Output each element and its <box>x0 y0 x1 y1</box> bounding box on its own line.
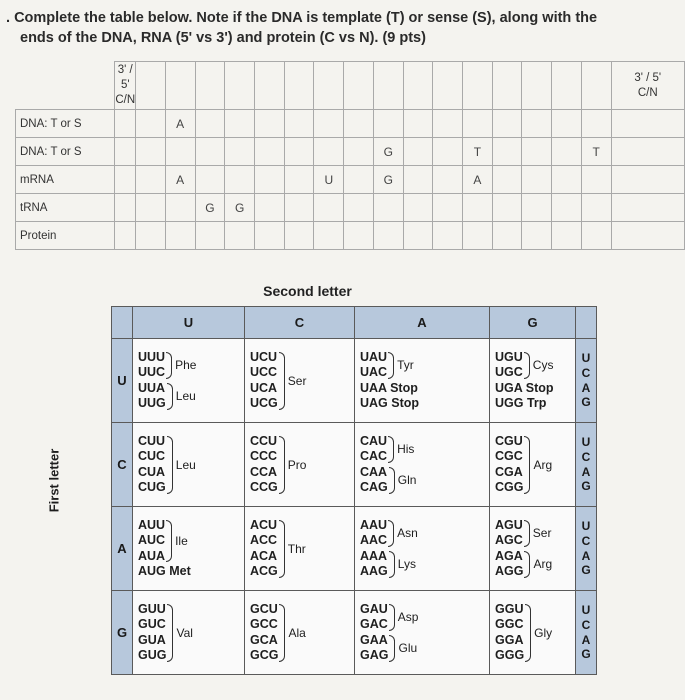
row-label: DNA: T or S <box>16 138 115 166</box>
answer-cell[interactable] <box>115 110 136 138</box>
row-dna-1 <box>16 110 685 138</box>
third-base-column: U C A G <box>576 339 597 423</box>
chart-corner <box>112 307 133 339</box>
first-base-header: C <box>112 423 133 507</box>
codon-block-AG: AGU AGC Ser AGA AGG Arg <box>490 507 576 591</box>
codon-block-AA: AAU AAC Asn AAA AAG Lys <box>355 507 490 591</box>
answer-cell[interactable] <box>611 110 685 138</box>
answer-cell[interactable] <box>115 138 136 166</box>
codon-block-AC: ACU ACC ACA ACG Thr <box>245 507 355 591</box>
second-base-header: C <box>245 307 355 339</box>
row-mrna <box>16 166 685 194</box>
answer-cell[interactable] <box>115 194 136 222</box>
instruction-line-2: ends of the DNA, RNA (5' vs 3') and protein (C vs N). (9 pts) <box>20 30 426 46</box>
first-base-header: A <box>112 507 133 591</box>
first-base-header: U <box>112 339 133 423</box>
codon-block-GG: GGU GGC GGA GGG Gly <box>490 591 576 675</box>
worksheet-table <box>15 61 685 250</box>
row-label: Protein <box>16 222 115 250</box>
chart-corner <box>576 307 597 339</box>
row-trna <box>16 194 685 222</box>
answer-cell[interactable] <box>611 222 685 250</box>
row-label: tRNA <box>16 194 115 222</box>
given-base: A <box>165 110 195 138</box>
row-label: mRNA <box>16 166 115 194</box>
row-protein <box>16 222 685 250</box>
codon-block-AU: AUU AUC AUA Ile AUG Met <box>133 507 245 591</box>
first-letter-label: First letter <box>46 448 62 513</box>
second-base-header: A <box>355 307 490 339</box>
codon-block-CG: CGU CGC CGA CGG Arg <box>490 423 576 507</box>
instruction-line-1: . Complete the table below. Note if the DNA is template (T) or sense (S), along with the <box>6 10 598 26</box>
given-base: A <box>165 166 195 194</box>
left-end-header: 3' / 5' C/N <box>115 62 136 110</box>
given-base: U <box>314 166 344 194</box>
instructions <box>6 8 676 48</box>
given-base: G <box>195 194 225 222</box>
codon-block-UA: UAU UAC Tyr UAA Stop UAG Stop <box>355 339 490 423</box>
answer-cell[interactable] <box>611 194 685 222</box>
given-base: G <box>373 166 403 194</box>
second-letter-label: Second letter <box>263 283 352 299</box>
codon-block-GU: GUU GUC GUA GUG Val <box>133 591 245 675</box>
third-base-column: U C A G <box>576 591 597 675</box>
answer-cell[interactable] <box>611 166 685 194</box>
third-base-column: U C A G <box>576 507 597 591</box>
first-base-header: G <box>112 591 133 675</box>
answer-cell[interactable] <box>136 110 166 138</box>
codon-block-GC: GCU GCC GCA GCG Ala <box>245 591 355 675</box>
answer-cell[interactable] <box>115 222 136 250</box>
codon-block-CA: CAU CAC His CAA CAG Gln <box>355 423 490 507</box>
codon-block-UU: UUU UUC Phe UUA UUG Leu <box>133 339 245 423</box>
given-base: T <box>462 138 492 166</box>
given-base: G <box>373 138 403 166</box>
second-base-header: G <box>490 307 576 339</box>
codon-block-UC: UCU UCC UCA UCG Ser <box>245 339 355 423</box>
codon-chart <box>111 306 597 675</box>
right-end-header: 3' / 5' C/N <box>611 62 685 110</box>
corner-empty <box>16 62 115 110</box>
third-base-column: U C A G <box>576 423 597 507</box>
given-base: T <box>581 138 611 166</box>
codon-block-GA: GAU GAC Asp GAA GAG Glu <box>355 591 490 675</box>
given-base: A <box>462 166 492 194</box>
second-base-header: U <box>133 307 245 339</box>
codon-block-CU: CUU CUC CUA CUG Leu <box>133 423 245 507</box>
answer-cell[interactable] <box>115 166 136 194</box>
given-base: G <box>225 194 255 222</box>
codon-block-CC: CCU CCC CCA CCG Pro <box>245 423 355 507</box>
codon-block-UG: UGU UGC Cys UGA Stop UGG Trp <box>490 339 576 423</box>
row-dna-2 <box>16 138 685 166</box>
answer-cell[interactable] <box>611 138 685 166</box>
row-label: DNA: T or S <box>16 110 115 138</box>
